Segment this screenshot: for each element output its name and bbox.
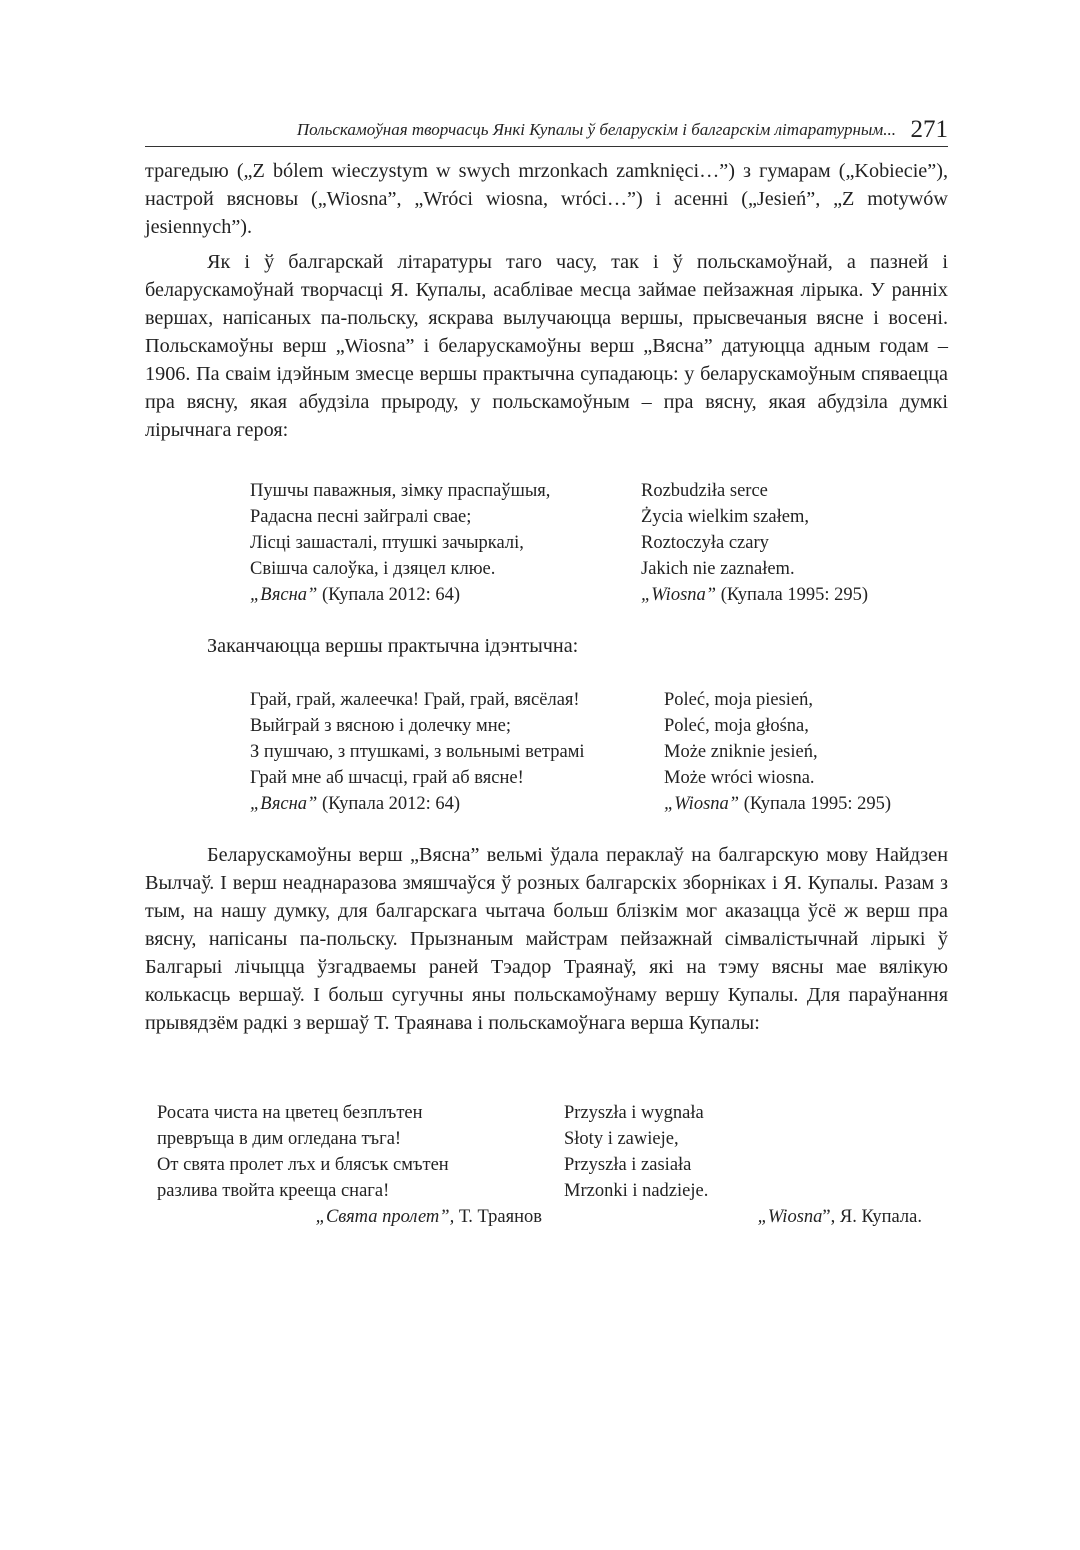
poem-line: Лісці зашасталі, птушкі зачыркалі, — [250, 533, 524, 553]
poem-citation — [250, 582, 550, 608]
poem-source: Т. Траянов — [454, 1207, 542, 1227]
poem-line: Пушчы паважныя, зімку праспаўшыя, — [250, 481, 551, 501]
poem-line: Może zniknie jesień, — [664, 742, 818, 762]
poem-line: Poleć, moja głośna, — [664, 716, 809, 736]
poem-line: Przyszła i wygnała — [564, 1103, 704, 1123]
poem-line: Радасна песні зайгралі свае; — [250, 507, 472, 527]
paragraph-4: Беларускамоўны верш „Вясна” вельмі ўдала пераклаў на балгарскую мову Найдзен Вылчаў. І верш неаднаразова змяшчаўся ў розных балгарскіх зборніках і Я. Купалы. Разам з тым, на нашу думку, для балгарскага чытача больш блізкім мог аказацца ўсё ж верш пра вясну, напісаны па-польску. Прызнаным майстрам пейзажнай сімвалістычнай лірыкі ў Балгарыі лічыцца ўзгадваемы раней Тэадор Траянаў, які на тэму вясны мае вялікую колькасць вершаў. І больш сугучны яны польскамоўнаму вершу Купалы. Для параўнання прывядзём радкі з вершаў Т. Траянава і польскамоўнага верша Купалы: — [145, 844, 948, 1034]
poem-line: Poleć, moja piesień, — [664, 690, 813, 710]
paragraph-1: трагедыю („Z bólem wieczystym w swych mrzonkach zamknięci…”) з гумарам („Kobiecie”), настрой вясновы („Wiosna”, „Wróci wiosna, wróci…”) і асенні („Jesień”, „Z motywów jesiennych”). — [145, 160, 948, 238]
poem-title: „Wiosna — [757, 1207, 823, 1227]
poem-title: „Вясна” — [250, 794, 318, 814]
poem-line: Słoty i zawieje, — [564, 1129, 679, 1149]
poem-citation — [157, 1204, 542, 1230]
poem-line: Свішча салоўка, і дзяцел клюе. — [250, 559, 496, 579]
poem-line: превръща в дим огледана тъга! — [157, 1129, 402, 1149]
poem-1-belarusian — [250, 478, 550, 608]
poem-2-polish — [664, 687, 891, 817]
poem-3-polish — [564, 1100, 922, 1230]
poem-line: Грай мне аб шчасці, грай аб вясне! — [250, 768, 524, 788]
poem-line: Росата чиста на цветец безплътен — [157, 1103, 423, 1123]
poem-line: Może wróci wiosna. — [664, 768, 815, 788]
poem-line: Выйграй з вясною і долечку мне; — [250, 716, 512, 736]
poem-line: Грай, грай, жалеечка! Грай, грай, вясёлая! — [250, 690, 580, 710]
poem-line: разлива твойта креещa снага! — [157, 1181, 390, 1201]
poem-line: Jakich nie zaznałem. — [641, 559, 795, 579]
poem-citation — [564, 1204, 922, 1230]
poem-title: „Свята пролет”, — [315, 1207, 455, 1227]
poem-line: Przyszła i zasiała — [564, 1155, 692, 1175]
poem-line: З пушчаю, з птушкамі, з вольнымі ветрамі — [250, 742, 585, 762]
poem-source: (Купала 2012: 64) — [317, 794, 461, 814]
poem-2-belarusian — [250, 687, 585, 817]
poem-citation — [641, 582, 868, 608]
poem-source: (Купала 2012: 64) — [317, 585, 461, 605]
poem-line: Rozbudziła serce — [641, 481, 768, 501]
paragraph-2: Як і ў балгарскай літаратуры таго часу, так і ў польскамоўнай, а пазней і беларускамоўнай творчасці Я. Купалы, асаблівае месца займае пейзажная лірыка. У ранніх вершах, напісаных па-польску, яскрава вылучаюцца вершы, прысвечаныя вясне і восені. Польскамоўны верш „Wiosna” і беларускамоўны верш „Вясна” датуюцца адным годам – 1906. Па сваім ідэйным змесце вершы практычна супадаюць: у беларускамоўным спяваецца пра вясну, якая абудзіла прыроду, у польскамоўным – пра вясну, якая абудзіла думкі лірычнага героя: — [145, 251, 948, 441]
poem-title: „Вясна” — [250, 585, 318, 605]
poem-line: Życia wielkim szałem, — [641, 507, 809, 527]
page-number: 271 — [910, 116, 948, 143]
running-header — [145, 112, 948, 147]
poem-title: „Wiosna” — [641, 585, 717, 605]
poem-title: „Wiosna” — [664, 794, 740, 814]
poem-3-bulgarian — [157, 1100, 542, 1230]
poem-citation — [250, 791, 585, 817]
poem-citation — [664, 791, 891, 817]
poem-source: (Купала 1995: 295) — [716, 585, 869, 605]
poem-line: От свята пролет лъх и блясък смътен — [157, 1155, 449, 1175]
poem-source: (Купала 1995: 295) — [739, 794, 892, 814]
poem-line: Roztoczyła czary — [641, 533, 769, 553]
poem-source: ”, Я. Купала. — [822, 1207, 922, 1227]
poem-1-polish — [641, 478, 868, 608]
poem-line: Mrzonki i nadzieje. — [564, 1181, 709, 1201]
running-header-title: Польскамоўная творчасць Янкі Купалы ў беларускім і балгарскім літаратурным... — [296, 120, 896, 139]
paragraph-3: Заканчаюцца вершы практычна ідэнтычна: — [207, 635, 579, 657]
